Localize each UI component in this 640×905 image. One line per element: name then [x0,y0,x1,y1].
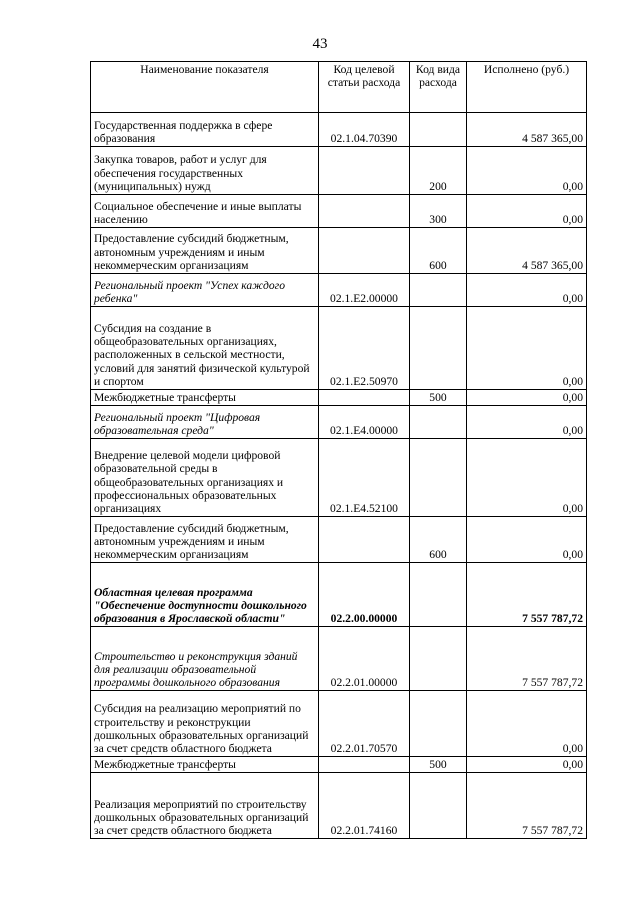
expense-type-code-cell [410,439,467,517]
executed-amount-cell: 7 557 787,72 [467,627,587,691]
executed-amount-cell: 0,00 [467,757,587,773]
table-row [91,274,587,307]
indicator-name-cell: Социальное обеспечение и иные выплаты населению [91,195,319,228]
indicator-name-cell: Реализация мероприятий по строительству дошкольных образовательных организаций за счет средств областного бюджета [91,773,319,839]
expense-type-code-cell [410,113,467,147]
table-row [91,113,587,147]
table-row [91,563,587,627]
target-code-cell: 02.1.Е4.00000 [319,406,410,439]
expense-type-code-cell: 500 [410,757,467,773]
indicator-name-cell: Закупка товаров, работ и услуг для обеспечения государственных (муниципальных) нужд [91,147,319,195]
expense-type-code-cell [410,773,467,839]
table-body [91,113,587,839]
table-row [91,307,587,390]
table-row [91,147,587,195]
indicator-name-cell: Субсидия на реализацию мероприятий по строительству и реконструкции дошкольных образовательных организаций за счет средств областного бюджета [91,691,319,757]
expense-type-code-cell: 300 [410,195,467,228]
table-row [91,691,587,757]
table-row [91,390,587,406]
header-target-code: Код целевой статьи расхода [319,62,410,113]
indicator-name-cell: Региональный проект "Цифровая образовательная среда" [91,406,319,439]
indicator-name-cell: Региональный проект "Успех каждого ребенка" [91,274,319,307]
indicator-name-cell: Областная целевая программа "Обеспечение доступности дошкольного образования в Ярославской области" [91,563,319,627]
indicator-name-cell: Внедрение целевой модели цифровой образовательной среды в общеобразовательных организациях и профессиональных образовательных организациях [91,439,319,517]
target-code-cell [319,195,410,228]
target-code-cell: 02.1.Е2.50970 [319,307,410,390]
target-code-cell: 02.1.04.70390 [319,113,410,147]
expense-type-code-cell: 200 [410,147,467,195]
executed-amount-cell: 0,00 [467,517,587,563]
expense-type-code-cell [410,691,467,757]
expense-type-code-cell [410,406,467,439]
indicator-name-cell: Межбюджетные трансферты [91,390,319,406]
executed-amount-cell: 4 587 365,00 [467,228,587,274]
expense-type-code-cell [410,307,467,390]
executed-amount-cell: 7 557 787,72 [467,563,587,627]
executed-amount-cell: 0,00 [467,147,587,195]
executed-amount-cell: 0,00 [467,274,587,307]
executed-amount-cell: 0,00 [467,406,587,439]
expense-type-code-cell: 600 [410,517,467,563]
table-row [91,757,587,773]
target-code-cell: 02.2.01.70570 [319,691,410,757]
executed-amount-cell: 0,00 [467,439,587,517]
expense-type-code-cell: 500 [410,390,467,406]
target-code-cell: 02.2.00.00000 [319,563,410,627]
executed-amount-cell: 0,00 [467,390,587,406]
target-code-cell [319,390,410,406]
executed-amount-cell: 4 587 365,00 [467,113,587,147]
target-code-cell: 02.2.01.74160 [319,773,410,839]
table-header-row [91,62,587,113]
table-row [91,228,587,274]
page-number: 43 [312,36,328,52]
table-row [91,627,587,691]
target-code-cell: 02.2.01.00000 [319,627,410,691]
table-row [91,195,587,228]
expense-type-code-cell [410,274,467,307]
target-code-cell [319,147,410,195]
expense-type-code-cell [410,563,467,627]
indicator-name-cell: Государственная поддержка в сфере образования [91,113,319,147]
executed-amount-cell: 0,00 [467,307,587,390]
executed-amount-cell: 0,00 [467,691,587,757]
target-code-cell: 02.1.Е2.00000 [319,274,410,307]
table-row [91,517,587,563]
budget-execution-table [90,61,587,839]
header-name: Наименование показателя [91,62,319,113]
indicator-name-cell: Предоставление субсидий бюджетным, автономным учреждениям и иным некоммерческим организациям [91,517,319,563]
table-row [91,406,587,439]
table-row [91,773,587,839]
expense-type-code-cell [410,627,467,691]
indicator-name-cell: Межбюджетные трансферты [91,757,319,773]
target-code-cell [319,228,410,274]
header-type-code: Код вида расхода [410,62,467,113]
expense-type-code-cell: 600 [410,228,467,274]
target-code-cell [319,517,410,563]
indicator-name-cell: Строительство и реконструкция зданий для реализации образовательной программы дошкольного образования [91,627,319,691]
indicator-name-cell: Предоставление субсидий бюджетным, автономным учреждениям и иным некоммерческим организациям [91,228,319,274]
indicator-name-cell: Субсидия на создание в общеобразовательных организациях, расположенных в сельской местности, условий для занятий физической культурой и спортом [91,307,319,390]
executed-amount-cell: 7 557 787,72 [467,773,587,839]
executed-amount-cell: 0,00 [467,195,587,228]
header-executed: Исполнено (руб.) [467,62,587,113]
table-row [91,439,587,517]
target-code-cell [319,757,410,773]
target-code-cell: 02.1.Е4.52100 [319,439,410,517]
